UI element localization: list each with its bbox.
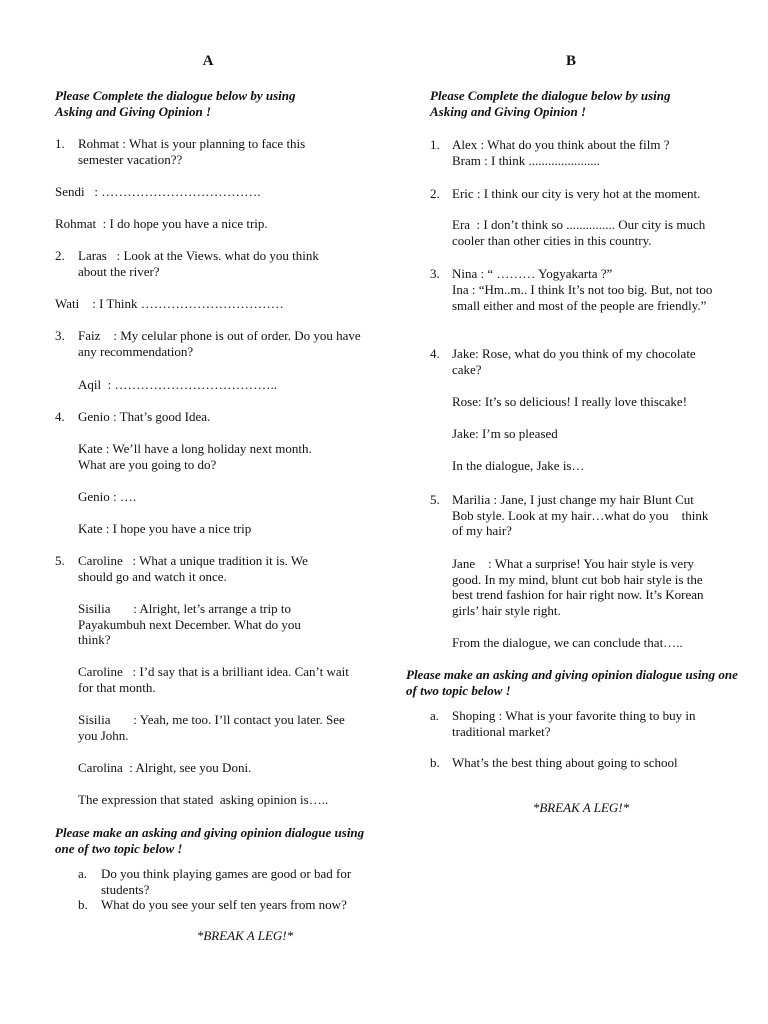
b-q5-number: 5. bbox=[430, 492, 440, 507]
q5-number: 5. bbox=[55, 553, 65, 568]
b-q3-number: 3. bbox=[430, 266, 440, 281]
q5-carolina-line: Carolina : Alright, see you Doni. bbox=[78, 760, 252, 775]
q2-laras-line: Laras : Look at the Views. what do you think about the river? bbox=[78, 248, 323, 279]
q5-caroline-reply: Caroline : I’d say that is a brilliant idea. Can’t wait for that month. bbox=[78, 664, 353, 695]
q2-number: 2. bbox=[55, 248, 65, 263]
b-q4-number: 4. bbox=[430, 346, 440, 361]
b-q2-era-line: Era : I don’t think so ............... Our city is much cooler than other cities in this country. bbox=[452, 217, 709, 248]
q5-sisilia-line: Sisilia : Alright, let’s arrange a trip to Payakumbuh next December. What do you think? bbox=[78, 601, 305, 647]
b-topic-b-text: What’s the best thing about going to school bbox=[452, 755, 678, 770]
b-q2-eric-line: Eric : I think our city is very hot at the moment. bbox=[452, 186, 701, 201]
q2-wati-line: Wati : I Think …………………………… bbox=[55, 296, 284, 311]
q4-kate-reply: Kate : I hope you have a nice trip bbox=[78, 521, 252, 536]
b-q3-ina-line: Ina : “Hm..m.. I think It’s not too big. But, not too small either and most of the people are friendly.” bbox=[452, 282, 713, 313]
b-q1-number: 1. bbox=[430, 137, 440, 152]
q1-sendi-line: Sendi : ………………………………. bbox=[55, 184, 261, 199]
q1-rohmat-line: Rohmat : What is your planning to face this semester vacation?? bbox=[78, 136, 306, 167]
q5-question: The expression that stated asking opinion is….. bbox=[78, 792, 329, 807]
b-q4-jake-line: Jake: Rose, what do you think of my chocolate cake? bbox=[452, 346, 696, 377]
b-topic-a-letter: a. bbox=[430, 708, 440, 723]
b-topic-a-text: Shoping : What is your favorite thing to buy in traditional market? bbox=[452, 708, 696, 739]
q4-genio-reply: Genio : …. bbox=[78, 489, 137, 504]
topic-a-letter: a. bbox=[78, 866, 88, 881]
b-q4-rose-line: Rose: It’s so delicious! I really love thiscake! bbox=[452, 394, 688, 409]
column-b-footer: *BREAK A LEG!* bbox=[532, 800, 630, 815]
column-b-header: B bbox=[565, 53, 576, 69]
column-a-instruction-2: Please make an asking and giving opinion dialogue using one of two topic below ! bbox=[55, 825, 365, 856]
column-b-instruction-2: Please make an asking and giving opinion dialogue using one of two topic below ! bbox=[406, 667, 738, 698]
topic-b-text: What do you see your self ten years from now? bbox=[101, 897, 347, 912]
q4-kate-line: Kate : We’ll have a long holiday next month. What are you going to do? bbox=[78, 441, 312, 472]
b-q5-marilia-line: Marilia : Jane, I just change my hair Blunt Cut Bob style. Look at my hair…what do you think of my hair? bbox=[452, 492, 712, 538]
q5-sisilia-reply: Sisilia : Yeah, me too. I’ll contact you later. See you John. bbox=[78, 712, 349, 743]
q1-rohmat-reply: Rohmat : I do hope you have a nice trip. bbox=[55, 216, 268, 231]
q4-genio-line: Genio : That’s good Idea. bbox=[78, 409, 211, 424]
column-a-footer: *BREAK A LEG!* bbox=[196, 928, 294, 943]
b-q4-question: In the dialogue, Jake is… bbox=[452, 458, 585, 473]
q1-number: 1. bbox=[55, 136, 65, 151]
b-q1-bram-line: Bram : I think ...................... bbox=[452, 153, 601, 168]
b-q5-jane-line: Jane : What a surprise! You hair style is very good. In my mind, blunt cut bob hair style is the best trend fashion for hair right now. It’s Korean girls’ hair style right. bbox=[452, 556, 707, 618]
q5-caroline-line: Caroline : What a unique tradition it is. We should go and watch it once. bbox=[78, 553, 312, 584]
topic-b-letter: b. bbox=[78, 897, 88, 912]
q3-aqil-line: Aqil : ……………………………….. bbox=[78, 377, 277, 392]
column-a-instruction: Please Complete the dialogue below by using Asking and Giving Opinion ! bbox=[55, 88, 296, 119]
q4-number: 4. bbox=[55, 409, 65, 424]
b-topic-b-letter: b. bbox=[430, 755, 440, 770]
topic-a-text: Do you think playing games are good or bad for students? bbox=[101, 866, 352, 897]
q3-faiz-line: Faiz : My celular phone is out of order. Do you have any recommendation? bbox=[78, 328, 364, 359]
b-q2-number: 2. bbox=[430, 186, 440, 201]
b-q4-jake-reply: Jake: I’m so pleased bbox=[452, 426, 558, 441]
b-q5-question: From the dialogue, we can conclude that….. bbox=[452, 635, 683, 650]
column-b-instruction: Please Complete the dialogue below by using Asking and Giving Opinion ! bbox=[430, 88, 671, 119]
b-q3-nina-line: Nina : “ ……… Yogyakarta ?” bbox=[452, 266, 613, 281]
column-a-header: A bbox=[202, 53, 214, 69]
b-q1-alex-line: Alex : What do you think about the film ? bbox=[452, 137, 670, 152]
q3-number: 3. bbox=[55, 328, 65, 343]
